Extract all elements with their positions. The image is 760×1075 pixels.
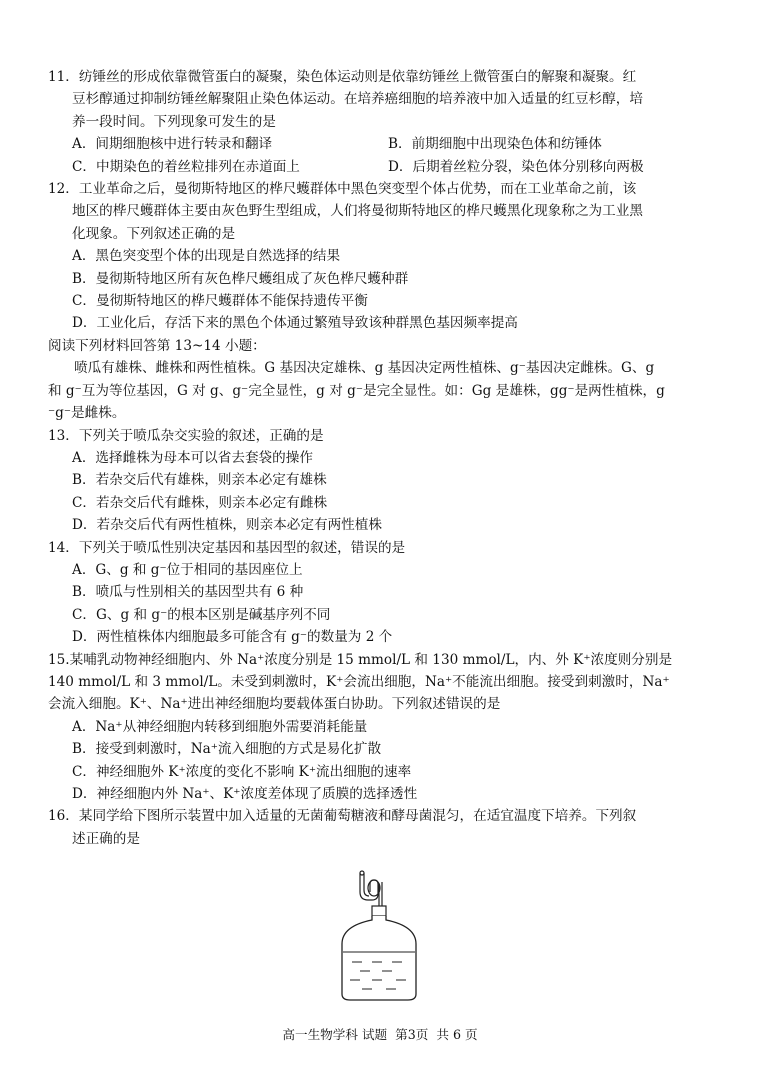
question-11-stem-line-3: 养一段时间。下列现象可发生的是 — [72, 113, 276, 130]
reading-paragraph-line-1: 喷瓜有雄株、雌株和两性植株。G 基因决定雄株、g 基因决定两性植株、g⁻基因决定雌株。G、g — [74, 360, 655, 377]
exam-content — [48, 66, 716, 850]
question-12 — [48, 178, 716, 335]
question-12-stem-line-1: 12．工业革命之后，曼彻斯特地区的桦尺蠖群体中黑色突变型个体占优势，而在工业革命之前，该 — [48, 181, 637, 198]
question-16-stem-line-2: 述正确的是 — [72, 830, 140, 847]
question-11-option-b: B．前期细胞中出现染色体和纺锤体 — [388, 136, 602, 153]
question-12-option-a: A．黑色突变型个体的出现是自然选择的结果 — [72, 248, 341, 265]
question-11-option-c: C．中期染色的着丝粒排列在赤道面上 — [72, 158, 300, 175]
question-13-option-b: B．若杂交后代有雄株，则亲本必定有雄株 — [72, 472, 327, 489]
reading-paragraph-line-3: ⁻g⁻是雌株。 — [48, 405, 126, 422]
question-15-option-b: B．接受到刺激时，Na⁺流入细胞的方式是易化扩散 — [72, 741, 382, 758]
footer-total-pages: 共 6 页 — [436, 1027, 478, 1042]
question-11 — [48, 66, 716, 178]
question-12-stem-line-2: 地区的桦尺蠖群体主要由灰色野生型组成，人们将曼彻斯特地区的桦尺蠖黑化现象称之为工业黑 — [72, 203, 643, 220]
question-15 — [48, 649, 716, 806]
question-13-option-d: D．若杂交后代有两性植株，则亲本必定有两性植株 — [72, 517, 382, 534]
question-12-stem-line-3: 化现象。下列叙述正确的是 — [72, 225, 236, 242]
question-11-stem-line-1: 11．纺锤丝的形成依靠微管蛋白的凝聚，染色体运动则是依靠纺锤丝上微管蛋白的解聚和凝聚。红 — [48, 69, 637, 85]
question-11-option-a: A．间期细胞核中进行转录和翻译 — [72, 136, 273, 153]
question-14-option-d: D．两性植株体内细胞最多可能含有 g⁻的数量为 2 个 — [72, 629, 393, 646]
question-15-stem-line-3: 会流入细胞。K⁺、Na⁺进出神经细胞均要载体蛋白协助。下列叙述错误的是 — [48, 696, 501, 713]
question-15-stem-line-1: 15.某哺乳动物神经细胞内、外 Na⁺浓度分别是 15 mmol/L 和 130 mmol/L，内、外 K⁺浓度则分别是 — [48, 651, 673, 668]
question-15-option-c: C．神经细胞外 K⁺浓度的变化不影响 K⁺流出细胞的速率 — [72, 763, 412, 780]
question-14-option-b: B．喷瓜与性别相关的基因型共有 6 种 — [72, 584, 304, 601]
fermentation-bottle-figure — [338, 870, 420, 1002]
footer-page-number: 第3页 — [395, 1027, 429, 1042]
question-15-stem-line-2: 140 mmol/L 和 3 mmol/L。未受到刺激时，K⁺会流出细胞，Na⁺不能流出细胞。接受到刺激时，Na⁺ — [48, 673, 670, 690]
question-14-option-c: C．G、g 和 g⁻的根本区别是碱基序列不同 — [72, 606, 331, 623]
reading-intro: 阅读下列材料回答第 13~14 小题： — [48, 337, 266, 354]
reading-paragraph-line-2: 和 g⁻互为等位基因，G 对 g、g⁻完全显性，g 对 g⁻是完全显性。如：Gg 是雄株，gg⁻是两性植株，g — [48, 382, 665, 399]
question-12-option-b: B．曼彻斯特地区所有灰色桦尺蠖组成了灰色桦尺蠖种群 — [72, 270, 409, 287]
question-14 — [48, 537, 716, 649]
reading-material — [48, 335, 716, 425]
question-14-option-a: A．G、g 和 g⁻位于相同的基因座位上 — [72, 561, 303, 578]
question-11-option-d: D．后期着丝粒分裂，染色体分别移向两极 — [388, 158, 644, 175]
question-13 — [48, 425, 716, 537]
question-13-stem: 13．下列关于喷瓜杂交实验的叙述，正确的是 — [48, 427, 324, 444]
question-13-option-c: C．若杂交后代有雌株，则亲本必定有雌株 — [72, 494, 328, 511]
question-15-option-d: D．神经细胞内外 Na⁺、K⁺浓度差体现了质膜的选择透性 — [72, 786, 418, 802]
question-15-option-a: A．Na⁺从神经细胞内转移到细胞外需要消耗能量 — [72, 718, 368, 735]
question-13-option-a: A．选择雌株为母本可以省去套袋的操作 — [72, 449, 313, 466]
question-16 — [48, 805, 716, 850]
bottle-stopper — [372, 906, 386, 916]
question-11-options-row-2 — [48, 156, 716, 178]
page-footer — [0, 1024, 760, 1043]
footer-subject: 高一生物学科 试题 — [282, 1027, 388, 1042]
question-12-option-c: C．曼彻斯特地区的桦尺蠖群体不能保持遗传平衡 — [72, 293, 368, 310]
question-12-option-d: D．工业化后，存活下来的黑色个体通过繁殖导致该种群黑色基因频率提高 — [72, 315, 518, 332]
bottle-body — [342, 916, 416, 1000]
question-11-stem-line-2: 豆杉醇通过抑制纺锤丝解聚阻止染色体运动。在培养癌细胞的培养液中加入适量的红豆杉醇，培 — [72, 91, 643, 108]
question-11-options-row-1 — [48, 133, 716, 155]
question-14-stem: 14．下列关于喷瓜性别决定基因和基因型的叙述，错误的是 — [48, 539, 406, 556]
question-16-stem-line-1: 16．某同学给下图所示装置中加入适量的无菌葡萄糖液和酵母菌混匀，在适宜温度下培养。下列叙 — [48, 808, 637, 825]
